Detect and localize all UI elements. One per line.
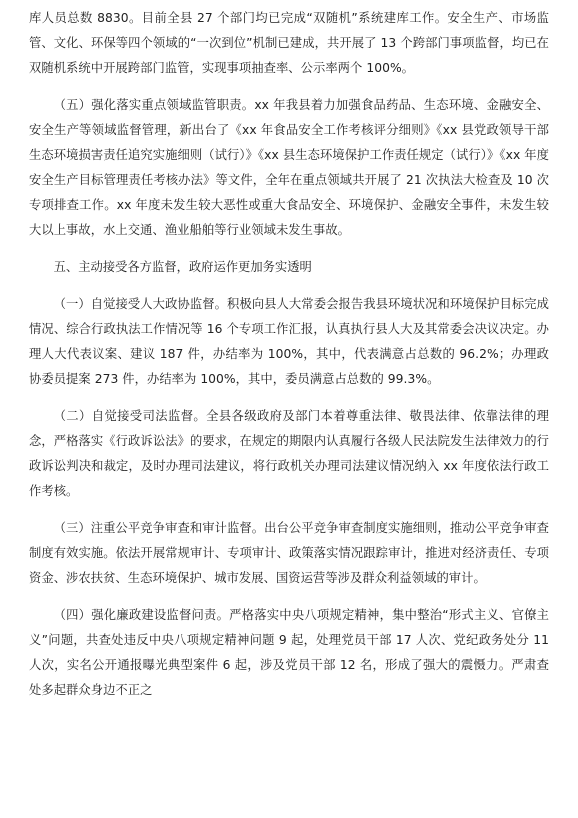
paragraph-personnel-database: 库人员总数 8830。目前全县 27 个部门均已完成“双随机”系统建库工作。安全生产、市场监管、文化、环保等四个领域的“一次到位”机制已建成，共开展了 13 个跨部门事项监督，均已在双随机系统中开展跨部门监管，实现事项抽查率、公示率两个 100%。 [29, 11, 549, 75]
paragraph-audit-supervision: （三）注重公平竞争审查和审计监督。出台公平竞争审查制度实施细则，推动公平竞争审查制度有效实施。依法开展常规审计、专项审计、政策落实情况跟踪审计，推进对经济责任、专项资金、涉农扶贫、生态环境保护、城市发展、国资运营等涉及群众利益领域的审计。 [29, 521, 549, 585]
paragraph-judicial-supervision: （二）自觉接受司法监督。全县各级政府及部门本着尊重法律、敬畏法律、依靠法律的理念，严格落实《行政诉讼法》的要求，在规定的期限内认真履行各级人民法院发生法律效力的行政诉讼判决和裁定，及时办理司法建议，将行政机关办理司法建议情况纳入 xx 年度依法行政工作考核。 [29, 409, 549, 498]
section-heading-supervision: 五、主动接受各方监督，政府运作更加务实透明 [53, 260, 312, 274]
paragraph-integrity-supervision: （四）强化廉政建设监督问责。严格落实中央八项规定精神，集中整治“形式主义、官僚主义”问题，共查处违反中央八项规定精神问题 9 起，处理党员干部 17 人次、党纪政务处分 11 人次，实名公开通报曝光典型案件 6 起，涉及党员干部 12 名，形成了强大的震慑力。严肃查处多起群众身边不正之 [29, 608, 549, 697]
paragraph-key-area-supervision: （五）强化落实重点领域监管职责。xx 年我县着力加强食品药品、生态环境、金融安全、安全生产等领域监督管理，新出台了《xx 年食品安全工作考核评分细则》《xx 县党政领导干部生态环境损害责任追究实施细则（试行）》《xx 县生态环境保护工作责任规定（试行）》《xx 年度安全生产目标管理责任考核办法》等文件，全年在重点领域共开展了 21 次执法大检查及 10 次专项排查工作。xx 年度未发生较大恶性或重大食品安全、环境保护、金融安全事件，未发生较大以上事故，水上交通、渔业船舶等行业领域未发生事故。 [29, 98, 549, 237]
paragraph-npc-cppcc-supervision: （一）自觉接受人大政协监督。积极向县人大常委会报告我县环境状况和环境保护目标完成情况、综合行政执法工作情况等 16 个专项工作汇报，认真执行县人大及其常委会决议决定。办理人大代表议案、建议 187 件，办结率为 100%，其中，代表满意占总数的 96.2%；办理政协委员提案 273 件，办结率为 100%，其中，委员满意占总数的 99.3%。 [29, 297, 549, 386]
